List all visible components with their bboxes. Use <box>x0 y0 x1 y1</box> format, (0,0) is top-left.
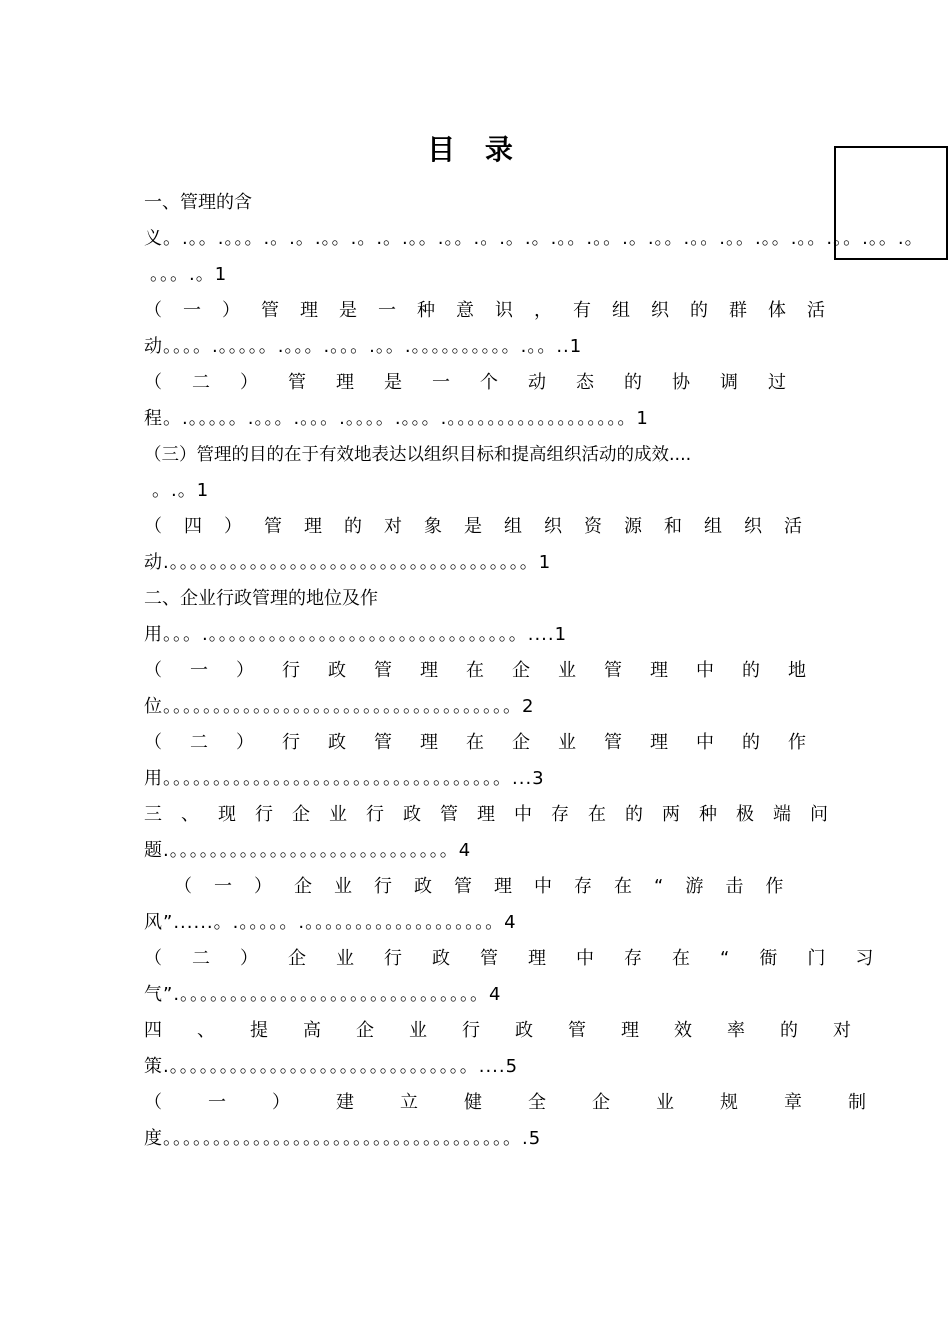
toc-line: 动。。。。.。。。。。.。。。.。。。.。。.。。。。。。。。。。.。。..1 <box>144 336 583 357</box>
toc-line: （一）管理是一种意识，有组织的群体活 <box>144 300 846 321</box>
toc-line: （二）行政管理在企业管理中的作 <box>144 732 834 753</box>
table-of-contents <box>144 185 924 1157</box>
toc-line: 用。。。。。。。。。。。。。。。。。。。。。。。。。。。。。。。。。。...3 <box>144 768 545 789</box>
toc-line: 气”.。。。。。。。。。。。。。。。。。。。。。。。。。。。。。。4 <box>144 984 502 1005</box>
toc-line: 策.。。。。。。。。。。。。。。。。。。。。。。。。。。。。。。....5 <box>144 1056 519 1077</box>
toc-line: 用。。。.。。。。。。。。。。。。。。。。。。。。。。。。。。。。。。。....1 <box>144 624 568 645</box>
toc-line: （二）管理是一个动态的协调过 <box>144 372 816 393</box>
toc-line: （四）管理的对象是组织资源和组织活 <box>144 516 824 537</box>
toc-line: 风”......。.。。。。。.。。。。。。。。。。。。。。。。。。。4 <box>144 912 517 933</box>
toc-line: 四、提高企业行政管理效率的对 <box>144 1020 886 1041</box>
toc-line: （二）企业行政管理中存在“衙门习 <box>144 948 904 969</box>
toc-line: （三）管理的目的在于有效地表达以组织目标和提高组织活动的成效.... <box>144 445 692 465</box>
toc-line: （一）建立健全企业规章制 <box>144 1092 912 1113</box>
toc-line: 二、企业行政管理的地位及作 <box>144 588 378 609</box>
toc-line: 程。.。。。。。.。。。.。。。.。。。。.。。。.。。。。。。。。。。。。。。。。。。1 <box>144 408 649 429</box>
toc-line: 一、管理的含 <box>144 192 252 213</box>
page-title: 目 录 <box>427 133 523 166</box>
toc-line: 位。。。。。。。。。。。。。。。。。。。。。。。。。。。。。。。。。。。2 <box>144 696 535 717</box>
toc-line: （一）行政管理在企业管理中的地 <box>144 660 834 681</box>
toc-line: 度。。。。。。。。。。。。。。。。。。。。。。。。。。。。。。。。。。。.5 <box>144 1128 542 1149</box>
toc-line: 。.。1 <box>152 480 210 501</box>
toc-line: （一）企业行政管理中存在“游击作 <box>174 876 806 897</box>
toc-line: 义。.。。.。。。.。.。.。。.。.。.。。.。。.。.。.。.。。.。。.。.。。.。。.。。.。。.。。.。。.。。.。 <box>144 228 924 249</box>
toc-line: 。。。.。1 <box>150 264 228 285</box>
toc-line: 题.。。。。。。。。。。。。。。。。。。。。。。。。。。。。4 <box>144 840 472 861</box>
toc-line: 三、现行企业行政管理中存在的两种极端问 <box>144 804 847 825</box>
toc-line: 动.。。。。。。。。。。。。。。。。。。。。。。。。。。。。。。。。。。。。1 <box>144 552 552 573</box>
